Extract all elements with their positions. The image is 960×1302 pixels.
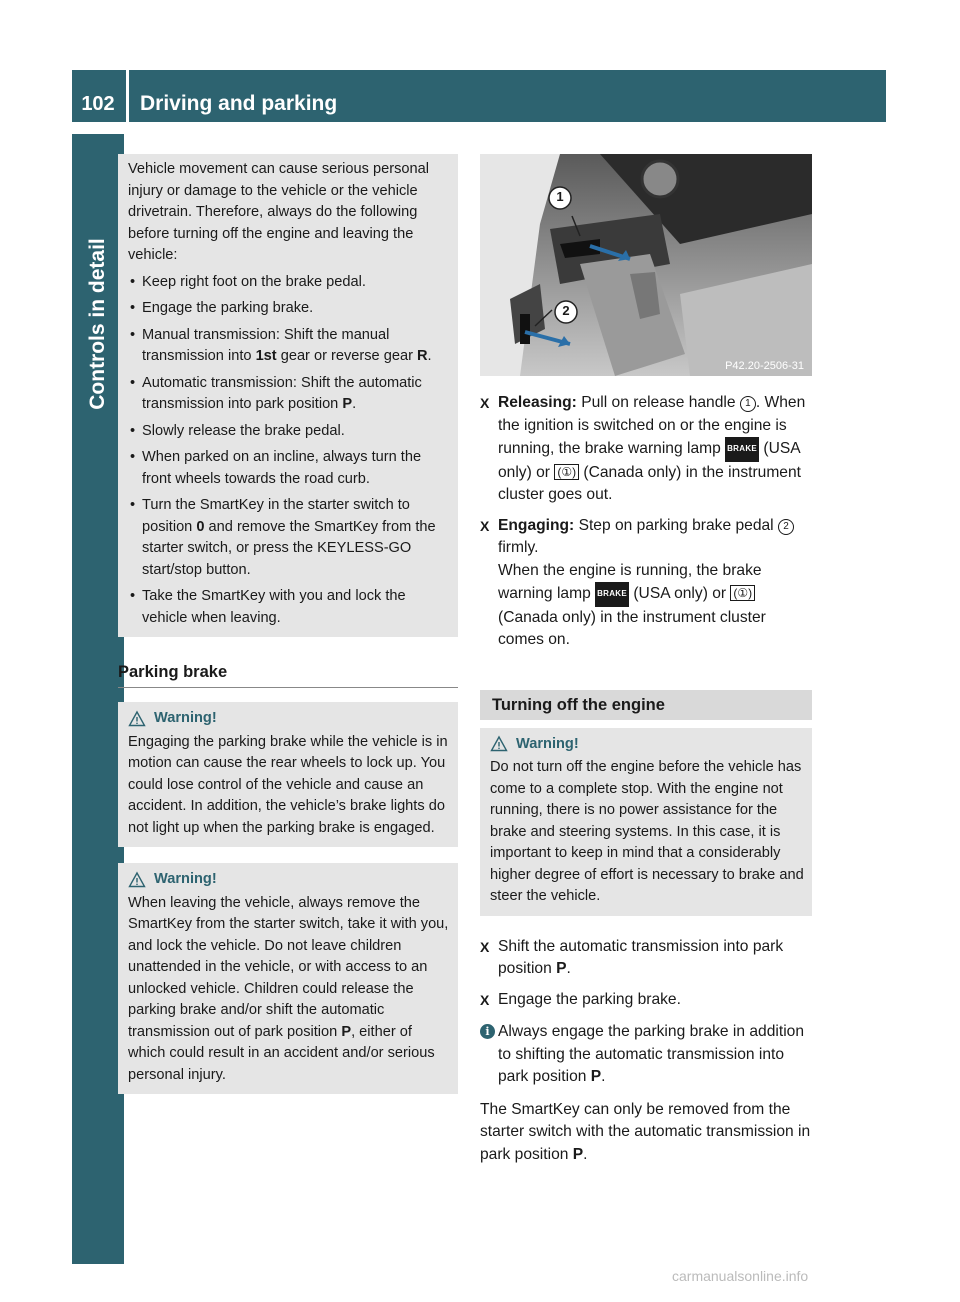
info-note: i Always engage the parking brake in addition to shifting the automatic transmission into park position P. xyxy=(480,1021,812,1089)
list-item: • Take the SmartKey with you and lock the vehicle when leaving. xyxy=(130,588,406,626)
page-header xyxy=(72,70,886,122)
warning-heading: Warning! xyxy=(128,869,450,891)
photo-label: P42.20-2506-31 xyxy=(725,360,804,372)
section-title-parking-brake: Parking brake xyxy=(118,663,458,688)
page-number: 102 xyxy=(81,93,115,115)
canada-brake-lamp-icon: (①) xyxy=(554,464,579,480)
right-column xyxy=(480,154,812,1166)
callout-2: 2 xyxy=(562,303,570,318)
canada-brake-lamp-icon: (①) xyxy=(730,585,755,601)
list-item: • Manual transmission: Shift the manual transmission into 1st gear or reverse gear R. xyxy=(130,326,432,364)
list-item: • Slowly release the brake pedal. xyxy=(130,422,345,439)
releasing-step: X Releasing: Pull on release handle 1 . When the ignition is switched on or the engine is running, the brake warning lamp BRAKE (USA only) or (①) (Canada only) in the instrument cluster goes out. xyxy=(480,394,806,503)
warning-text: Engaging the parking brake while the vehicle is in motion can cause the rear wheels to lock up. You could lose control of the vehicle and cause an accident. In addition, the vehicle’s brake lights do not light up when the parking brake is engaged. xyxy=(128,733,448,836)
step-marker: X xyxy=(480,517,490,534)
section-title-turning-off-engine: Turning off the engine xyxy=(480,690,812,720)
warning-triangle-icon xyxy=(128,871,146,889)
callout-ref: 2 xyxy=(778,519,794,535)
list-item: • Turn the SmartKey in the starter switch to position 0 and remove the SmartKey from the starter switch, or press the KEYLESS-GO start/stop button. xyxy=(130,497,436,578)
list-item: • Engage the parking brake. xyxy=(130,300,314,316)
engaging-step: X Engaging: Step on parking brake pedal 2 firmly. When the engine is running, the brake warning lamp BRAKE (USA only) or (①) (Canada only) in the instrument cluster comes on. xyxy=(480,515,812,652)
warning-text: Do not turn off the engine before the vehicle has come to a complete stop. With the engine not running, there is no power assistance for the brake and steering systems. In this case, it is important to keep in mind that a considerably higher degree of effort is necessary to brake and steer the vehicle. xyxy=(490,759,804,904)
side-tab-label: Controls in detail xyxy=(86,238,109,410)
warning-triangle-icon xyxy=(128,710,146,728)
chapter-title: Driving and parking xyxy=(140,92,338,115)
info-icon: i xyxy=(480,1024,495,1039)
list-item: • When parked on an incline, always turn the front wheels towards the road curb. xyxy=(130,449,422,487)
caution-box xyxy=(118,154,458,637)
warning-heading: Warning! xyxy=(490,734,804,756)
step-marker: X xyxy=(480,395,490,411)
closing-paragraph: The SmartKey can only be removed from the starter switch with the automatic transmission in park position P. xyxy=(480,1100,811,1163)
warning-box xyxy=(118,863,458,1094)
brake-warning-lamp-icon: BRAKE xyxy=(595,582,629,607)
warning-heading: Warning! xyxy=(128,708,450,730)
photo-illustration xyxy=(480,154,812,376)
callout-ref: 1 xyxy=(740,396,756,412)
engage-brake-step: X Engage the parking brake. xyxy=(480,989,812,1012)
caution-intro: Vehicle movement can cause serious personal injury or damage to the vehicle or the vehicle drivetrain. Therefore, always do the following before turning off the engine and leaving the vehicle: xyxy=(128,161,429,263)
list-item: • Automatic transmission: Shift the automatic transmission into park position P. xyxy=(130,374,422,412)
list-item: • Keep right foot on the brake pedal. xyxy=(130,273,366,290)
header-divider xyxy=(126,70,129,122)
warning-box xyxy=(480,728,812,916)
watermark: carmanualsonline.info xyxy=(672,1268,809,1284)
warning-box xyxy=(118,702,458,847)
left-column xyxy=(118,154,458,1094)
side-tab-label-wrap xyxy=(72,134,124,1264)
parking-brake-photo xyxy=(480,154,812,376)
warning-text: When leaving the vehicle, always remove the SmartKey from the starter switch, take it with you, and lock the vehicle. Do not leave children unattended in the vehicle, or with access to an unlocked vehicle. Children could release the parking brake and/or shift the automatic transmission out of park position P, either of which could result in an accident and/or serious personal injury. xyxy=(128,894,449,1083)
shift-step: X Shift the automatic transmission into park position P. xyxy=(480,937,784,977)
step-marker: X xyxy=(480,938,490,955)
warning-triangle-icon xyxy=(490,735,508,753)
step-marker: X xyxy=(480,991,490,1008)
callout-1: 1 xyxy=(556,189,564,204)
brake-warning-lamp-icon: BRAKE xyxy=(725,437,759,462)
